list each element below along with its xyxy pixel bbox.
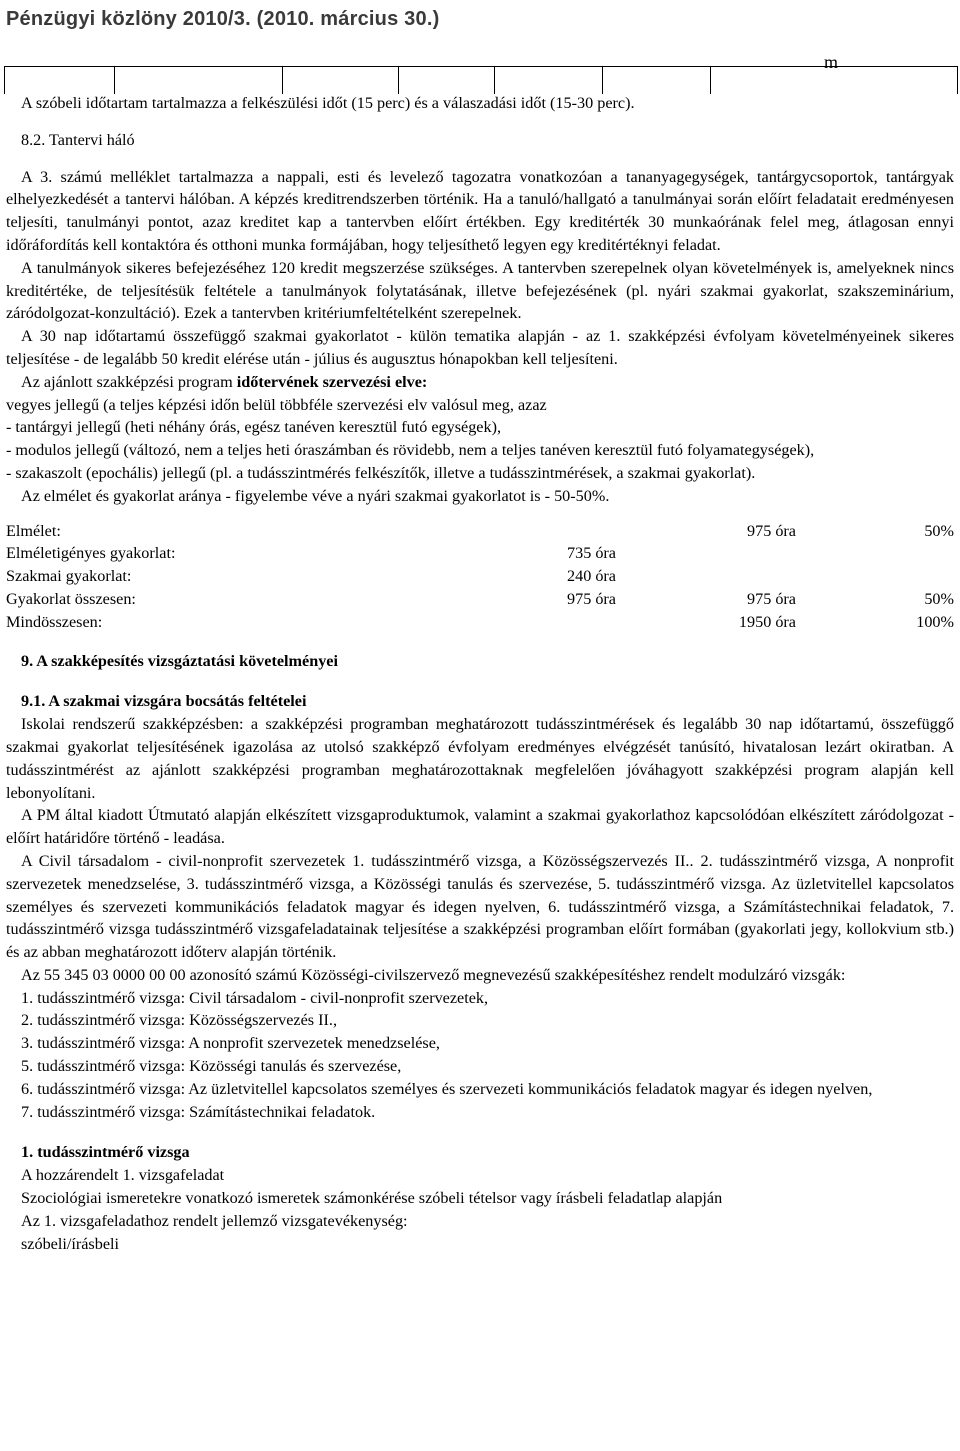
grid-cell <box>282 66 283 94</box>
paragraph: Az elmélet és gyakorlat aránya - figyelembe véve a nyári szakmai gyakorlatot is - 50-50%. <box>21 486 610 505</box>
subsection-heading: 9.1. A szakmai vizsgára bocsátás feltételei <box>21 692 307 711</box>
table-row <box>6 542 954 565</box>
grid-cell <box>494 66 495 94</box>
list-item: 6. tudásszintmérő vizsga: Az üzletvitellel kapcsolatos személyes és szervezeti kommunikációs feladatok magyar és idegen nyelven, <box>21 1079 873 1098</box>
table-cell: Elmélet: <box>6 521 61 540</box>
paragraph: A 30 nap időtartamú összefüggő szakmai gyakorlatot - külön tematika alapján - az 1. szakképzési évfolyam követelményeinek sikeres teljesítése - de legalább 50 kredit elérése után - július és augusztus hónapokban kell teljesíteni. <box>6 327 954 368</box>
grid-cell <box>114 66 115 94</box>
table-cell: Szakmai gyakorlat: <box>6 567 132 586</box>
paragraph: A szóbeli időtartam tartalmazza a felkészülési időt (15 perc) és a válaszadási időt (15-30 perc). <box>21 94 635 112</box>
paragraph: - modulos jellegű (változó, nem a teljes heti óraszámban és rövidebb, nem a teljes tanéven keresztül futó folyamategységek), <box>6 441 815 460</box>
paragraph: Iskolai rendszerű szakképzésben: a szakképzési programban meghatározott tudásszintmérések és legalább 30 nap időtartamú, összefüggő szakmai gyakorlat teljesítésének igazolása az utolsó szakképző évfolyam eredményes elvégzését tanúsító, hivatalosan lezárt okiratban. A tudásszintmérést az ajánlott szakképzési programban meghatározottaknak megfelelően jóváhagyott szakképzési program alapján kell lebonyolítani. <box>6 715 954 802</box>
table-row <box>6 565 954 588</box>
table-cell: 735 óra <box>567 544 616 563</box>
paragraph: A Civil társadalom - civil-nonprofit szervezetek 1. tudásszintmérő vizsga, a Közösségszervezés II.. 2. tudásszintmérő vizsga, A nonprofit szervezetek menedzselése, 3. tudásszintmérő vizsga, a Közösségi tanulás és szervezése, 5. tudásszintmérő vizsga. Az üzletvitellel kapcsolatos személyes és szervezeti kommunikációs feladatok magyar és idegen nyelven, 6. tudásszintmérő vizsga, a Számítástechnikai feladatok, 7. tudásszintmérő vizsga tudásszintmérő vizsgafeladatainak teljesítése a szakképzési programban előírt formában (gyakorlati jegy, kollokvium stb.) és az abban meghatározott időterv alapján történik. <box>6 851 954 962</box>
grid-line <box>4 66 958 95</box>
bold-phrase: időtervének szervezési elve: <box>236 372 428 391</box>
paragraph-text: Az ajánlott szakképzési program <box>21 372 237 391</box>
table-cell: Elméletigényes gyakorlat: <box>6 544 176 563</box>
grid-cell <box>602 66 603 94</box>
table-cell <box>526 520 616 543</box>
paragraph: vegyes jellegű (a teljes képzési időn belül többféle szervezési elv valósul meg, azaz <box>6 395 547 414</box>
paragraph: - szakaszolt (epochális) jellegű (pl. a tudásszintmérés felkészítők, illetve a tudásszintmérések, a szakmai gyakorlat). <box>6 463 756 482</box>
table-cell <box>616 542 796 565</box>
table-cell: Mindösszesen: <box>6 612 103 631</box>
list-item: 2. tudásszintmérő vizsga: Közösségszervezés II., <box>21 1011 338 1030</box>
table-cell <box>796 565 954 588</box>
table-cell: 240 óra <box>567 567 616 586</box>
table-row <box>6 588 954 611</box>
list-item: 1. tudásszintmérő vizsga: Civil társadalom - civil-nonprofit szervezetek, <box>21 988 489 1007</box>
grid-cell <box>957 66 958 94</box>
table-cell <box>616 565 796 588</box>
table-row <box>6 520 954 543</box>
table-cell: 975 óra <box>567 589 616 608</box>
table-grid-fragment <box>4 52 958 94</box>
table-cell: 50% <box>924 589 954 608</box>
paragraph: A hozzárendelt 1. vizsgafeladat <box>21 1166 225 1185</box>
table-cell: 100% <box>916 612 954 631</box>
paragraph: - tantárgyi jellegű (heti néhány órás, egész tanéven keresztül futó egységek), <box>6 418 502 437</box>
page-header <box>0 0 960 44</box>
header-title: Pénzügyi közlöny 2010/3. (2010. március 30.) <box>6 8 440 30</box>
list-item: 3. tudásszintmérő vizsga: A nonprofit szervezetek menedzselése, <box>21 1034 440 1053</box>
paragraph <box>6 371 954 394</box>
table-row <box>6 611 954 634</box>
hours-table <box>6 520 954 634</box>
grid-cell <box>710 66 711 94</box>
table-cell: 1950 óra <box>738 612 796 631</box>
section-heading: 9. A szakképesítés vizsgáztatási követelményei <box>21 651 338 670</box>
table-cell: 975 óra <box>747 521 796 540</box>
paragraph: Szociológiai ismeretekre vonatkozó ismeretek számonkérése szóbeli tételsor vagy írásbeli feladatlap alapján <box>21 1189 723 1208</box>
paragraph: A 3. számú melléklet tartalmazza a nappali, esti és levelező tagozatra vonatkozóan a tananyagegységek, tantárgycsoportok, tantárgyak elhelyezkedését a tantervi hálóban. A képzés kreditrendszerben történik. Ha a tanuló/hallgató a tanulmányai során előírt feladatait eredményesen teljesíti, tanulmányi pontot, azaz kreditet kap a tantervben előírt értékben. Egy kreditérték 30 munkaórának felel meg, átlagosan ennyi időráfordítás kell kontaktóra és otthoni munka formájában, hogy teljesíthető legyen egy kreditértéknyi feladat. <box>6 167 954 254</box>
paragraph: Az 1. vizsgafeladathoz rendelt jellemző vizsgatevékenység: <box>21 1211 408 1230</box>
list-item: 5. tudásszintmérő vizsga: Közösségi tanulás és szervezése, <box>21 1057 402 1076</box>
paragraph: A PM által kiadott Útmutató alapján elkészített vizsgaproduktumok, valamint a szakmai gyakorlathoz kapcsolódóan elkészített záródolgozat - előírt határidőre történő - leadása. <box>6 806 954 848</box>
grid-cell <box>4 66 5 94</box>
table-cell: 50% <box>924 521 954 540</box>
table-cell <box>526 611 616 634</box>
table-cell: Gyakorlat összesen: <box>6 589 136 608</box>
document-body <box>6 92 954 1255</box>
paragraph: Az 55 345 03 0000 00 00 azonosító számú Közösségi-civilszervező megnevezésű szakképesítéshez rendelt modulzáró vizsgák: <box>21 965 846 984</box>
paragraph: A tanulmányok sikeres befejezéséhez 120 kredit megszerzése szükséges. A tantervben szerepelnek olyan követelmények is, amelyeknek nincs kreditértéke, de teljesítésük feltétele a tanulmányok folytatásának, illetve befejezésének (pl. nyári szakmai gyakorlat, szakszeminárium, záródolgozat-konzultáció). Ezek a tantervben kritériumfeltételként szerepelnek. <box>6 258 954 323</box>
section-heading: 8.2. Tantervi háló <box>21 130 135 149</box>
exam-heading: 1. tudásszintmérő vizsga <box>21 1143 190 1162</box>
list-item: 7. tudásszintmérő vizsga: Számítástechnikai feladatok. <box>21 1102 376 1121</box>
table-cell <box>796 542 954 565</box>
table-cell: 975 óra <box>747 589 796 608</box>
paragraph: szóbeli/írásbeli <box>21 1234 119 1253</box>
grid-cell <box>398 66 399 94</box>
grid-letter: m <box>824 52 839 72</box>
